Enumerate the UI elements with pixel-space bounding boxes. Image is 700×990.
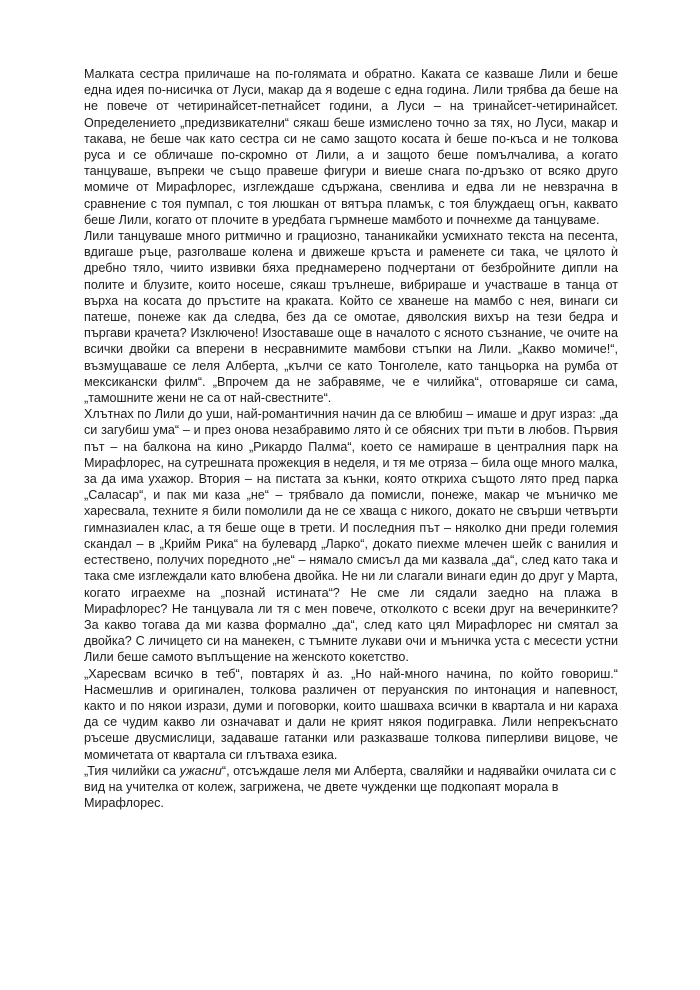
paragraph: Лили танцуваше много ритмично и грациозно, тананикайки усмихнато текста на песента, вдигаше ръце, разголваше колена и движеше кръста и раменете си така, че цялото ѝ дребно тяло, чиито извивки бяха преднамерено подчертани от безбройните дипли на полите и блузите, които носеше, сякаш трълнеше, вибрираше и участваше в танца от върха на косата до пръстите на краката. Който се хванеше на мамбо с нея, винаги си патеше, понеже как да следва, без да се омотае, дяволския вихър на тези бедра и пъргави крачета? Изключено! Изоставаше още в началото с ясното съзнание, че очите на всички двойки са вперени в несравнимите мамбови стъпки на Лили. „Какво момиче!“, възмущаваше се леля Алберта, „кълчи се като Тонголеле, като танцьорка на румба от мексикански филм“. „Впрочем да не забравяме, че е чилийка“, отговаряше си сама, „тамошните жени не са от най-свестните“.: [84, 229, 618, 406]
paragraph: Хлътнах по Лили до уши, най-романтичния начин да се влюбиш – имаше и друг израз: „да си загубиш ума“ – и през онова незабравимо лято ѝ се обясних три пъти в любов. Първия път – на балкона на кино „Рикардо Палма“, което се намираше в централния парк на Мирафлорес, на сутрешната прожекция в неделя, и тя ме отряза – била още много малка, за да има ухажор. Втория – на пистата за кънки, която откриха същото лято пред парка „Саласар“, и пак ми каза „не“ – трябвало да помисли, понеже, макар че мъничко ме харесвала, техните я били помолили да не се хваща с никого, докато не свърши четвърти гимназиален клас, а тя беше още в трети. И последния път – няколко дни преди големия скандал – в „Крийм Рика“ на булевард „Ларко“, докато пиехме млечен шейк с ванилия и естествено, получих поредното „не“ – нямало смисъл да ми казвала „да“, след като така и така сме изглеждали като влюбена двойка. Не ни ли слагали винаги един до друг у Марта, когато играехме на „познай истината“? Не сме ли сядали заедно на плажа в Мирафлорес? Не танцувала ли тя с мен повече, отколкото с всеки друг на вечеринките? За какво тогава да ми казва формално „да“, след като цял Мирафлорес ни смятал за двойка? С личицето си на манекен, с тъмните лукави очи и мъничка уста с месести устни Лили беше самото въплъщение на женското кокетство.: [84, 407, 618, 665]
document-page: [84, 66, 618, 811]
paragraph-text-end: “, отсъждаше леля ми Алберта, сваляйки и надявайки очилата си с вид на учителка от колеж, загрижена, че двете чужденки ще подкопаят морала в Мирафлорес.: [84, 763, 617, 811]
paragraph: Малката сестра приличаше на по-голямата и обратно. Каката се казваше Лили и беше една идея по-нисичка от Луси, макар да я водеше с една година. Лили трябва да беше на не повече от четиринайсет-петнайсет години, а Луси – на тринайсет-четиринайсет. Определението „предизвикателни“ сякаш беше измислено точно за тях, но Луси, макар и такава, не беше чак като сестра си не само защото косата ѝ беше по-къса и не толкова руса и се обличаше по-скромно от Лили, а и защото беше помълчалива, а когато танцуваше, въпреки че също правеше фигури и виеше снага по-дръзко от всяко друго момиче от Мирафлорес, изглеждаше сдържана, свенлива и едва ли не невзрачна в сравнение с тоя пумпал, с тоя люшкан от вятъра пламък, с тоя блуждаещ огън, каквато беше Лили, когато от плочите в уредбата гърмнеше мамбото и почнехме да танцуваме.: [84, 67, 618, 227]
paragraph: [84, 763, 618, 812]
paragraph-text-start: „Тия чилийки са: [84, 763, 180, 778]
paragraph: „Харесвам всичко в теб“, повтарях ѝ аз. „Но най-много начина, по който говориш.“ Насмешлив и оригинален, толкова различен от перуанския по интонация и напевност, както и по някои изрази, думи и поговорки, които шашваха всички в квартала и ни караха да се чудим какво ли означават и дали не крият някоя подигравка. Лили непрекъснато ръсеше двусмислици, задаваше гатанки или разказваше толкова пиперливи вицове, че момичетата от квартала си глътваха езика.: [84, 666, 618, 762]
italic-word: ужасни: [179, 763, 222, 778]
